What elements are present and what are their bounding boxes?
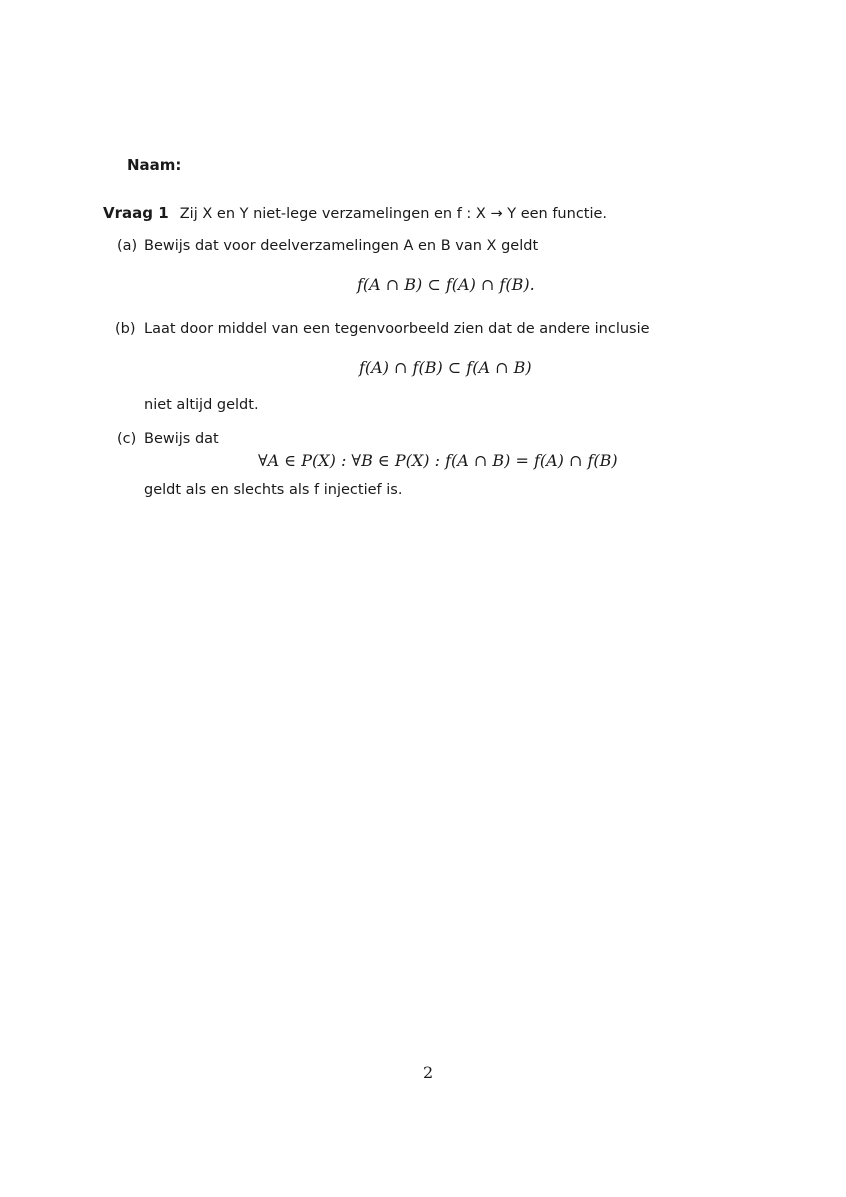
- part-c-after: geldt als en slechts als f injectief is.: [144, 482, 403, 498]
- name-label: Naam:: [127, 156, 182, 174]
- part-c-marker: (c): [117, 431, 137, 447]
- part-a-marker: (a): [117, 238, 138, 254]
- part-b-text: Laat door middel van een tegenvoorbeeld zien dat de andere inclusie: [144, 321, 650, 337]
- part-a-formula: f(A ∩ B) ⊂ f(A) ∩ f(B).: [357, 275, 535, 294]
- part-c-text: Bewijs dat: [144, 431, 219, 447]
- part-b-marker: (b): [115, 321, 136, 337]
- question-label: Vraag 1: [103, 204, 169, 222]
- question-heading: [103, 203, 607, 222]
- part-a-text: Bewijs dat voor deelverzamelingen A en B van X geldt: [144, 238, 539, 254]
- question-intro: Zij X en Y niet-lege verzamelingen en f : X → Y een functie.: [179, 206, 608, 222]
- page-number: 2: [423, 1063, 434, 1082]
- part-c-formula: ∀A ∈ P(X) : ∀B ∈ P(X) : f(A ∩ B) = f(A) ∩ f(B): [258, 451, 618, 470]
- part-b-after: niet altijd geldt.: [144, 397, 259, 413]
- part-b-formula: f(A) ∩ f(B) ⊂ f(A ∩ B): [359, 358, 532, 377]
